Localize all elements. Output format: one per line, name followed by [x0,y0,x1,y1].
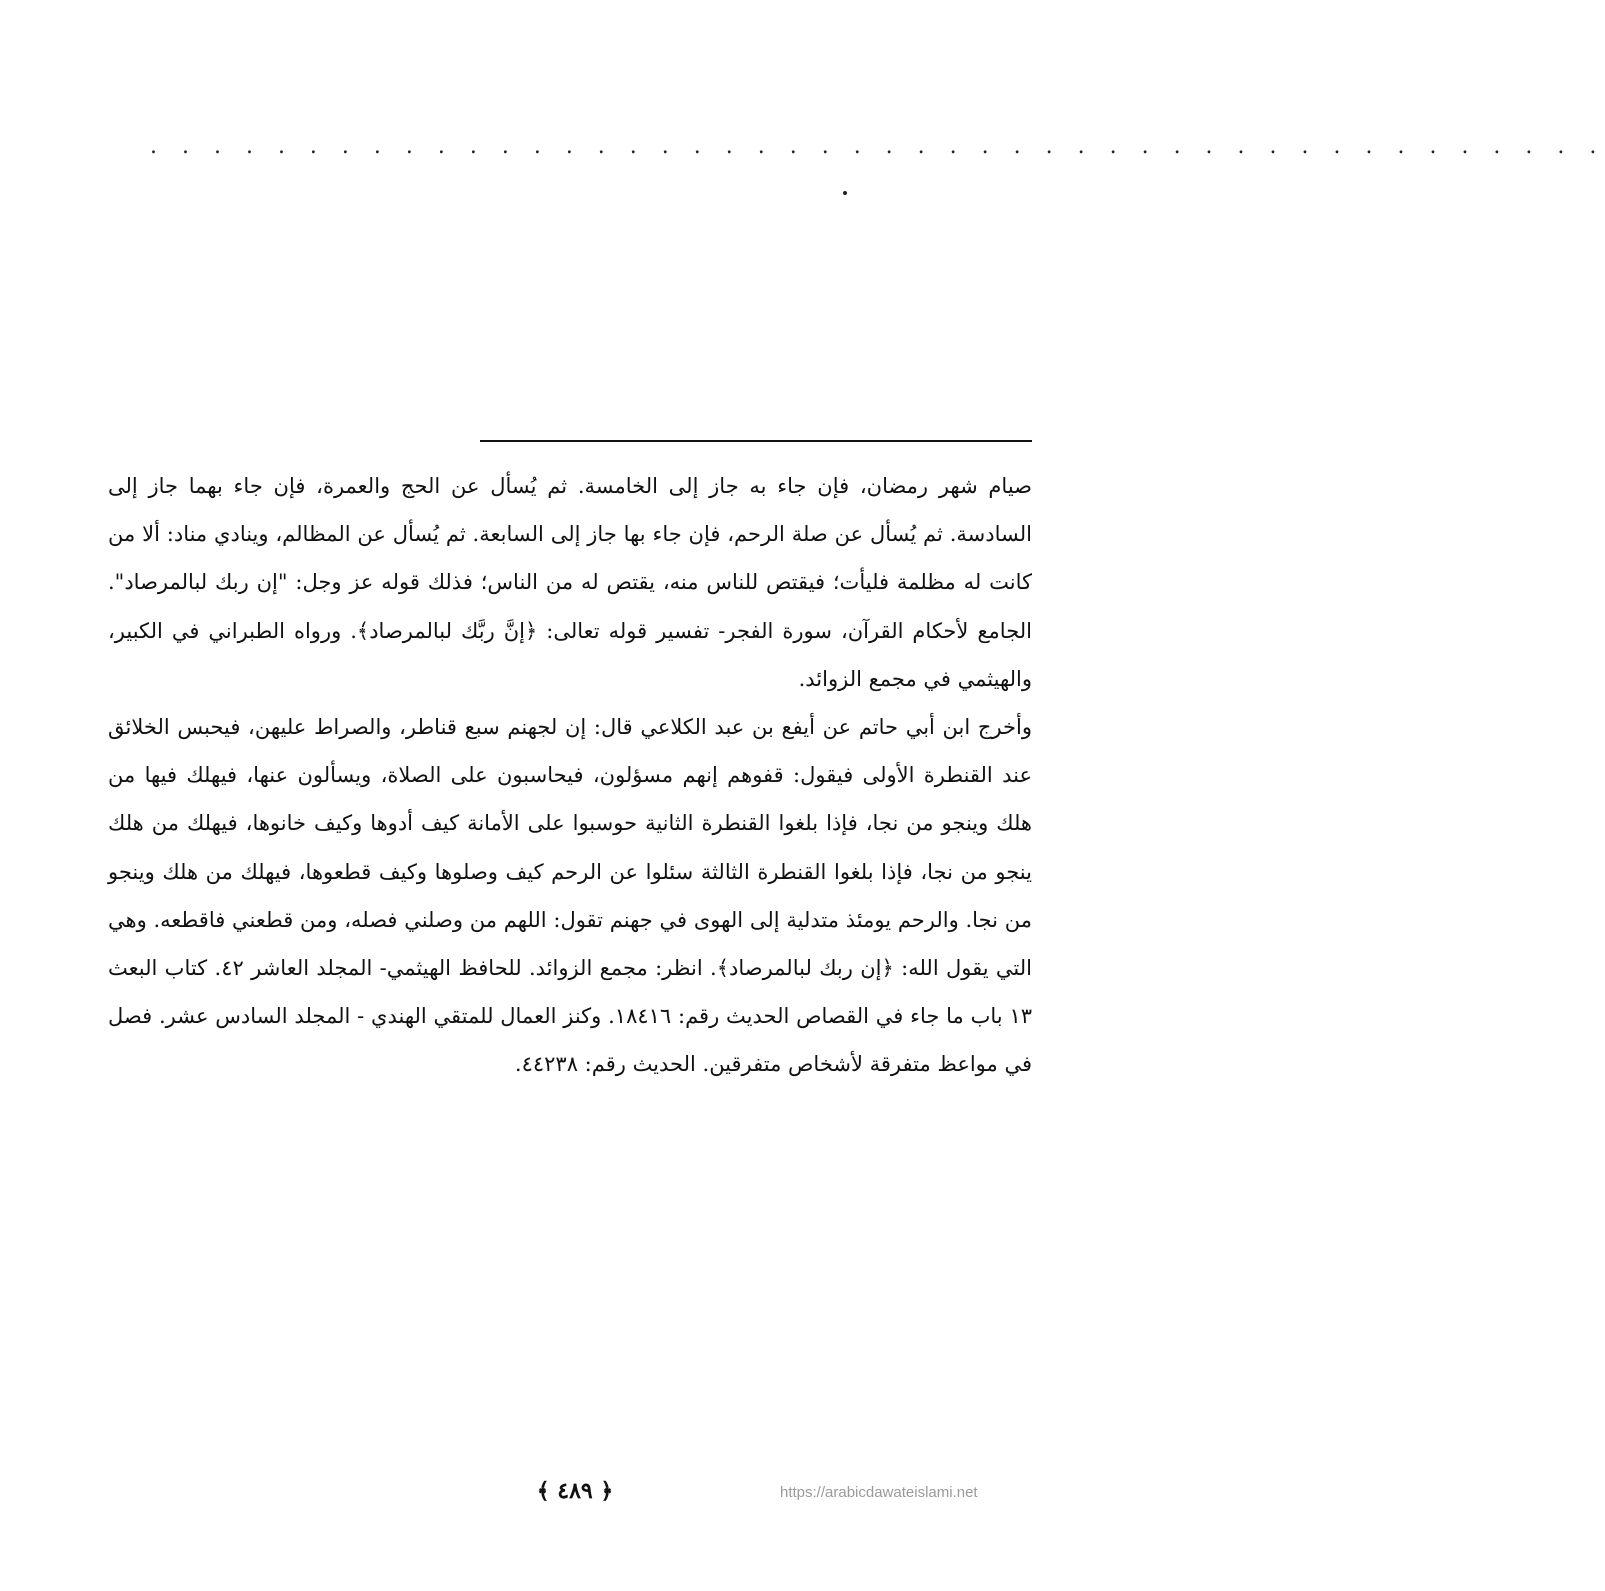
dotted-separator: . . . . . . . . . . . . . . . . . . . . . . . . . . . . . . . . . . . . . . . . . . . . . . [150,134,1605,159]
footnote-paragraph: وأخرج ابن أبي حاتم عن أيفع بن عبد الكلاعي قال: إن لجهنم سبع قناطر، والصراط عليهن، فيحبس الخلائق عند القنطرة الأولى فيقول: قفوهم إنهم مسؤلون، فيحاسبون على الصلاة، ويسألون عنها، فيهلك فيها من هلك وينجو من نجا، فإذا بلغوا القنطرة الثانية حوسبوا على الأمانة كيف أدوها وكيف خانوها، فيهلك من هلك ينجو من نجا، فإذا بلغوا القنطرة الثالثة سئلوا عن الرحم كيف وصلوها وكيف قطعوها، فيهلك من هلك وينجو من نجا. والرحم يومئذ متدلية إلى الهوى في جهنم تقول: اللهم من وصلني فصله، ومن قطعني فاقطعه. وهي التي يقول الله: ﴿إن ربك لبالمرصاد﴾. انظر: مجمع الزوائد. للحافظ الهيثمي- المجلد العاشر ٤٢. كتاب البعث ١٣ باب ما جاء في القصاص الحديث رقم: ١٨٤١٦. وكنز العمال للمتقي الهندي - المجلد السادس عشر. فصل في مواعظ متفرقة لأشخاص متفرقين. الحديث رقم: ٤٤٢٣٨. [108,715,1032,1077]
page-footer [0,1478,1125,1518]
footnote-rule [480,440,1032,442]
watermark-url: https://arabicdawateislami.net [780,1484,978,1501]
footnote-paragraph: صيام شهر رمضان، فإن جاء به جاز إلى الخامسة. ثم يُسأل عن الحج والعمرة، فإن جاء بهما جاز إلى السادسة. ثم يُسأل عن صلة الرحم، فإن جاء بها جاز إلى السابعة. ثم يُسأل عن المظالم، وينادي مناد: ألا من كانت له مظلمة فليأت؛ فيقتص للناس منه، يقتص له من الناس؛ فذلك قوله عز وجل: "إن ربك لبالمرصاد". الجامع لأحكام القرآن، سورة الفجر- تفسير قوله تعالى: ﴿إنَّ ربَّك لبالمرصاد﴾. ورواه الطبراني في الكبير، والهيثمي في مجمع الزوائد. [108,474,1032,691]
stray-dot [843,191,847,195]
footnote-text [108,462,1032,1089]
page-number: ﴿ ٤٨٩ ﴾ [536,1478,614,1504]
